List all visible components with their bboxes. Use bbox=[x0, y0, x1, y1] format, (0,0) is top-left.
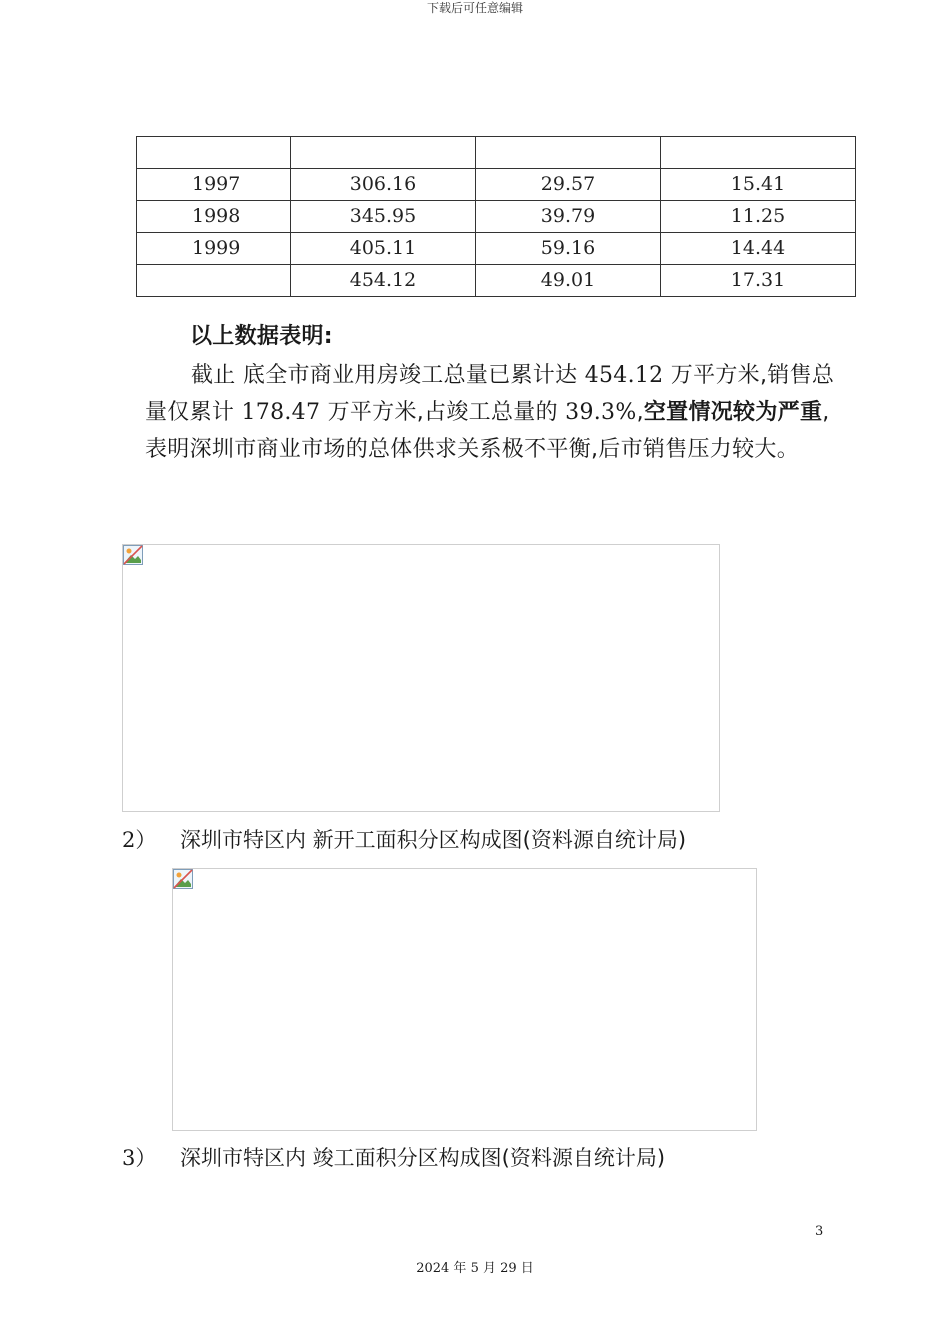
table-cell: 454.12 bbox=[291, 265, 476, 297]
table-cell: 29.57 bbox=[476, 169, 661, 201]
table-cell bbox=[661, 137, 856, 169]
page-number: 3 bbox=[815, 1224, 824, 1239]
caption-number: 2） bbox=[122, 828, 157, 852]
table-row bbox=[137, 137, 856, 169]
paragraph-text: 截止 底全市商业用房竣工总量已累计达 bbox=[191, 363, 578, 388]
figure-caption bbox=[122, 1144, 665, 1172]
figure-caption bbox=[122, 826, 686, 854]
table-cell bbox=[137, 137, 291, 169]
table-cell: 11.25 bbox=[661, 201, 856, 233]
table-cell: 49.01 bbox=[476, 265, 661, 297]
table-row bbox=[137, 265, 856, 297]
table-cell bbox=[137, 265, 291, 297]
table-cell bbox=[476, 137, 661, 169]
table-cell: 39.79 bbox=[476, 201, 661, 233]
table-cell: 14.44 bbox=[661, 233, 856, 265]
caption-text: 深圳市特区内 新开工面积分区构成图(资料源自统计局) bbox=[180, 828, 687, 852]
footer-date: 2024 年 5 月 29 日 bbox=[416, 1261, 534, 1276]
table-row bbox=[137, 169, 856, 201]
table-cell: 1997 bbox=[137, 169, 291, 201]
table-cell: 17.31 bbox=[661, 265, 856, 297]
image-placeholder bbox=[172, 868, 757, 1131]
table-cell: 1998 bbox=[137, 201, 291, 233]
paragraph-text: 万平方米,销售总量仅累计 bbox=[145, 363, 835, 425]
table-cell: 1999 bbox=[137, 233, 291, 265]
broken-image-icon bbox=[123, 545, 143, 565]
paragraph-body bbox=[145, 357, 835, 468]
table-cell: 405.11 bbox=[291, 233, 476, 265]
header-note: 下载后可任意编辑 bbox=[426, 1, 523, 15]
table-cell bbox=[291, 137, 476, 169]
table-cell: 59.16 bbox=[476, 233, 661, 265]
paragraph-text: ,表明深圳市商业市场的总体供求关系极不平衡,后市销售压力较大。 bbox=[145, 400, 830, 462]
paragraph-intro: 以上数据表明: bbox=[190, 324, 333, 349]
table-cell: 15.41 bbox=[661, 169, 856, 201]
table-row bbox=[137, 201, 856, 233]
table-row bbox=[137, 233, 856, 265]
caption-text: 深圳市特区内 竣工面积分区构成图(资料源自统计局) bbox=[180, 1146, 666, 1170]
paragraph-number: 178.47 bbox=[241, 400, 321, 425]
paragraph-number: 454.12 bbox=[584, 363, 664, 388]
paragraph-text: 万平方米,占竣工总量的 bbox=[327, 400, 558, 425]
broken-image-icon bbox=[173, 869, 193, 889]
paragraph-text: , bbox=[636, 400, 644, 425]
image-placeholder bbox=[122, 544, 720, 812]
paragraph-bold-text: 空置情况较为严重 bbox=[643, 400, 823, 425]
paragraph-number: 39.3% bbox=[565, 400, 637, 425]
caption-number: 3） bbox=[122, 1146, 157, 1170]
table-cell: 345.95 bbox=[291, 201, 476, 233]
data-table bbox=[136, 136, 856, 297]
table-cell: 306.16 bbox=[291, 169, 476, 201]
